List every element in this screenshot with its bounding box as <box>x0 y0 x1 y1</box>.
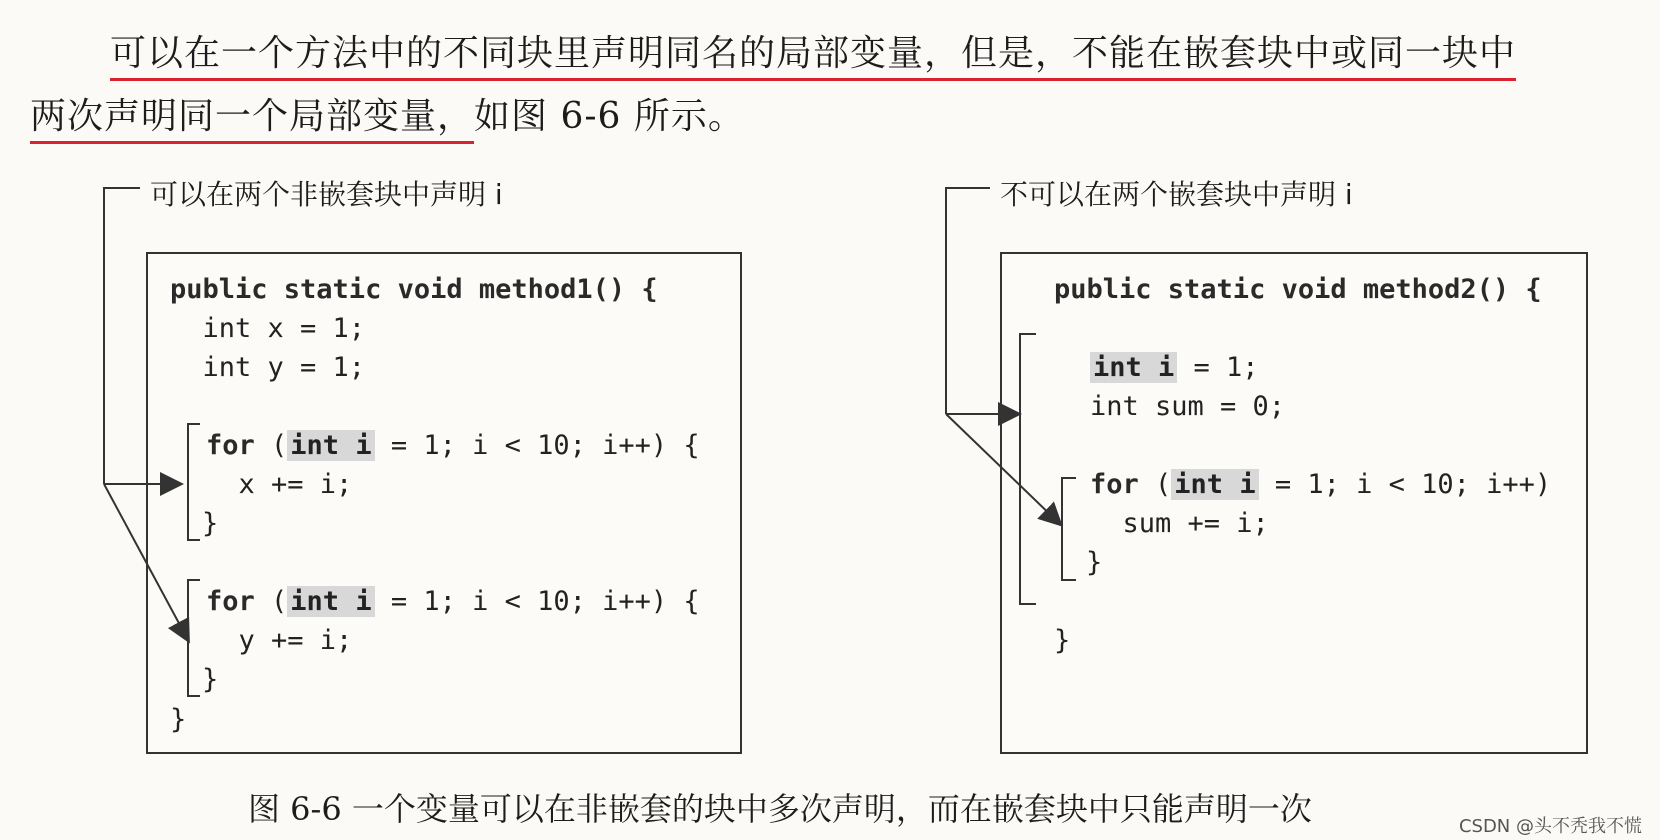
for-condition: = 1; i < 10; i++) { <box>374 430 700 461</box>
for-loop-1-body: x += i; <box>206 469 353 500</box>
left-bracket-1 <box>188 424 200 540</box>
code-line-sum: int sum = 0; <box>1090 391 1286 422</box>
for-loop-1-close: } <box>202 508 219 539</box>
left-annotation: 可以在两个非嵌套块中声明 i <box>150 178 503 211</box>
inner-for-body: sum += i; <box>1090 508 1269 539</box>
for-paren: ( <box>254 586 288 617</box>
highlighted-text-2: 两次声明同一个局部变量， <box>30 96 474 144</box>
right-annotation: 不可以在两个嵌套块中声明 i <box>1000 178 1353 211</box>
for-condition: = 1; i < 10; i++) <box>1258 469 1552 500</box>
int-i-highlight: int i <box>287 586 374 617</box>
right-callout-line <box>946 188 990 414</box>
assign-rest: = 1; <box>1177 352 1259 383</box>
left-callout-line <box>104 188 140 484</box>
for-keyword: for <box>206 430 255 461</box>
for-keyword: for <box>206 586 255 617</box>
right-arrow-2 <box>946 414 1060 524</box>
left-arrow-2 <box>104 484 188 640</box>
paragraph-rest: 如图 6-6 所示。 <box>474 96 745 137</box>
code-line: public static void method2() { <box>1054 274 1542 305</box>
right-bracket-inner <box>1062 478 1076 580</box>
for-condition: = 1; i < 10; i++) { <box>374 586 700 617</box>
for-loop-2-close: } <box>202 664 219 695</box>
method2-close: } <box>1054 625 1071 656</box>
int-i-highlight: int i <box>287 430 374 461</box>
for-keyword: for <box>1090 469 1139 500</box>
int-i-highlight: int i <box>1090 352 1177 383</box>
for-paren: ( <box>1138 469 1172 500</box>
code-line-y: int y = 1; <box>170 352 366 383</box>
left-bracket-2 <box>188 580 200 696</box>
int-i-highlight: int i <box>1171 469 1258 500</box>
right-bracket-outer <box>1020 334 1036 604</box>
method1-close: } <box>170 704 187 735</box>
highlighted-text-1: 可以在一个方法中的不同块里声明同名的局部变量，但是，不能在嵌套块中或同一块中 <box>110 33 1516 81</box>
figure-caption: 图 6-6 一个变量可以在非嵌套的块中多次声明，而在嵌套块中只能声明一次 <box>248 790 1312 828</box>
code-line-x: int x = 1; <box>170 313 366 344</box>
code-line: public static void method1() { <box>170 274 658 305</box>
for-loop-2-body: y += i; <box>206 625 353 656</box>
for-paren: ( <box>254 430 288 461</box>
inner-for-close: } <box>1086 547 1103 578</box>
watermark: CSDN @头不秃我不慌 <box>1458 816 1642 837</box>
